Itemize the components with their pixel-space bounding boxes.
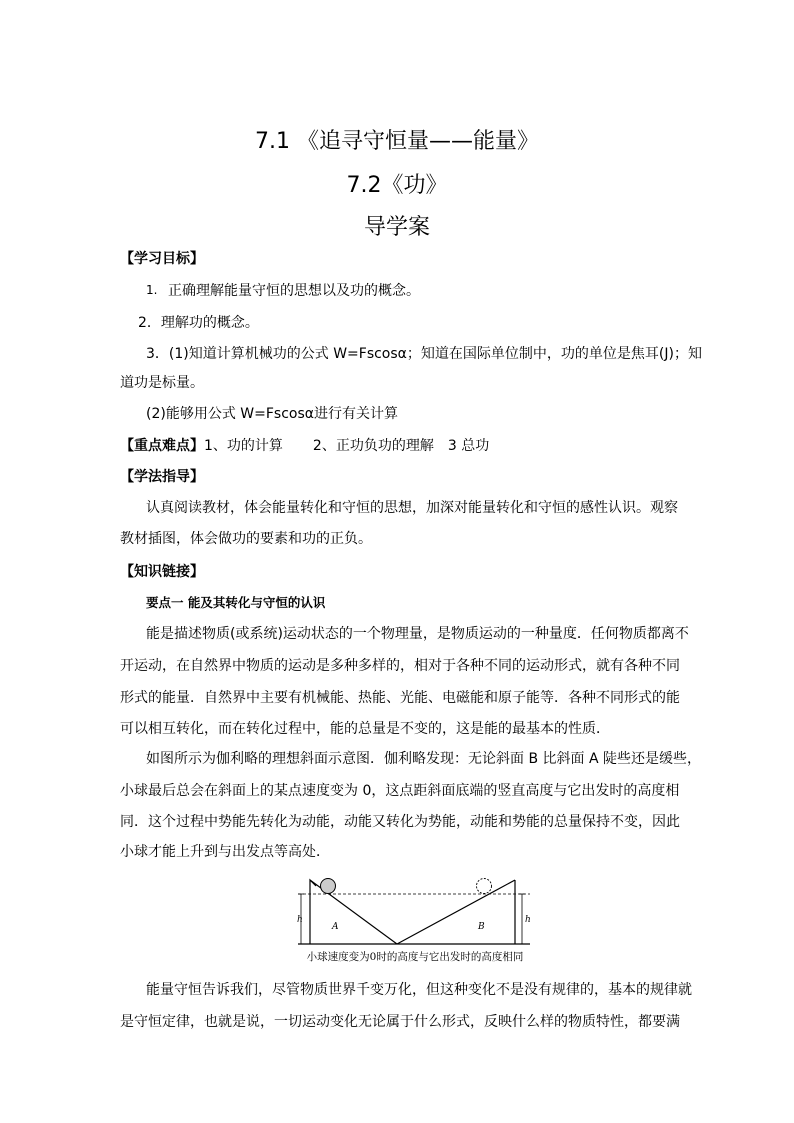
para1-line-1: 能是描述物质(或系统)运动状态的一个物理量，是物质运动的一种量度．任何物质都离不 [146, 626, 689, 642]
label-incline-a: A [332, 922, 339, 932]
para1-line-4: 可以相互转化，而在转化过程中，能的总量是不变的，这是能的最基本的性质． [120, 721, 610, 737]
links-heading: 【知识链接】 [120, 564, 204, 580]
objective-3-sub: (2)能够用公式 W=Fscosα进行有关计算 [146, 406, 398, 422]
label-incline-b: B [478, 922, 485, 932]
objectives-heading: 【学习目标】 [120, 251, 204, 267]
ball-start [321, 879, 336, 894]
objective-1: 正确理解能量守恒的思想以及功的概念。 [168, 283, 420, 299]
method-heading: 【学法指导】 [120, 469, 204, 485]
para2-line-2: 小球最后总会在斜面上的某点速度变为 0，这点距斜面底端的竖直高度与它出发时的高度相 [120, 783, 680, 799]
label-h-right: h [525, 915, 531, 925]
method-line-2: 教材插图，体会做功的要素和功的正负。 [120, 531, 372, 547]
objective-2: 2．理解功的概念。 [138, 315, 259, 331]
para2-line-3: 同．这个过程中势能先转化为动能，动能又转化为势能，动能和势能的总量保持不变，因此 [120, 814, 680, 830]
objective-3-line1: 3．(1)知道计算机械功的公式 W=Fscosα；知道在国际单位制中，功的单位是焦耳(J)；知 [146, 346, 702, 362]
keypoint-2: 2、正功负功的理解 [312, 438, 434, 454]
keypoints-heading: 【重点难点】 [120, 438, 204, 454]
objective-3-line2: 道功是标量。 [120, 375, 204, 391]
document-type-title: 导学案 [363, 215, 430, 240]
links-subheading: 要点一 能及其转化与守恒的认识 [146, 595, 326, 610]
para3-line-1: 能量守恒告诉我们，尽管物质世界千变万化，但这种变化不是没有规律的，基本的规律就 [146, 982, 692, 998]
para2-line-1: 如图所示为伽利略的理想斜面示意图．伽利略发现：无论斜面 B 比斜面 A 陡些还是缓些， [146, 751, 701, 767]
para3-line-2: 是守恒定律，也就是说，一切运动变化无论属于什么形式，反映什么样的物质特性，都要满 [120, 1014, 680, 1030]
method-line-1: 认真阅读教材，体会能量转化和守恒的思想，加深对能量转化和守恒的感性认识。观察 [146, 500, 678, 516]
figure-caption: 小球速度变为0时的高度与它出发时的高度相同 [306, 951, 524, 963]
keypoints-row [120, 436, 489, 456]
incline-b [397, 880, 515, 944]
keypoint-3: 3 总功 [447, 438, 490, 454]
para1-line-2: 开运动，在自然界中物质的运动是多种多样的，相对于各种不同的运动形式，就有各种不同 [120, 658, 680, 674]
para1-line-3: 形式的能量．自然界中主要有机械能、热能、光能、电磁能和原子能等．各种不同形式的能 [120, 690, 680, 706]
ball-end [477, 879, 492, 894]
para2-line-4: 小球才能上升到与出发点等高处． [120, 844, 330, 860]
objective-1-number: 1. [146, 283, 158, 297]
page-title: 7.1 《追寻守恒量——能量》 [255, 129, 539, 154]
keypoint-1: 1、功的计算 [204, 438, 283, 454]
label-h-left: h [297, 915, 303, 925]
page-subtitle: 7.2《功》 [346, 173, 448, 198]
left-support [310, 880, 316, 944]
